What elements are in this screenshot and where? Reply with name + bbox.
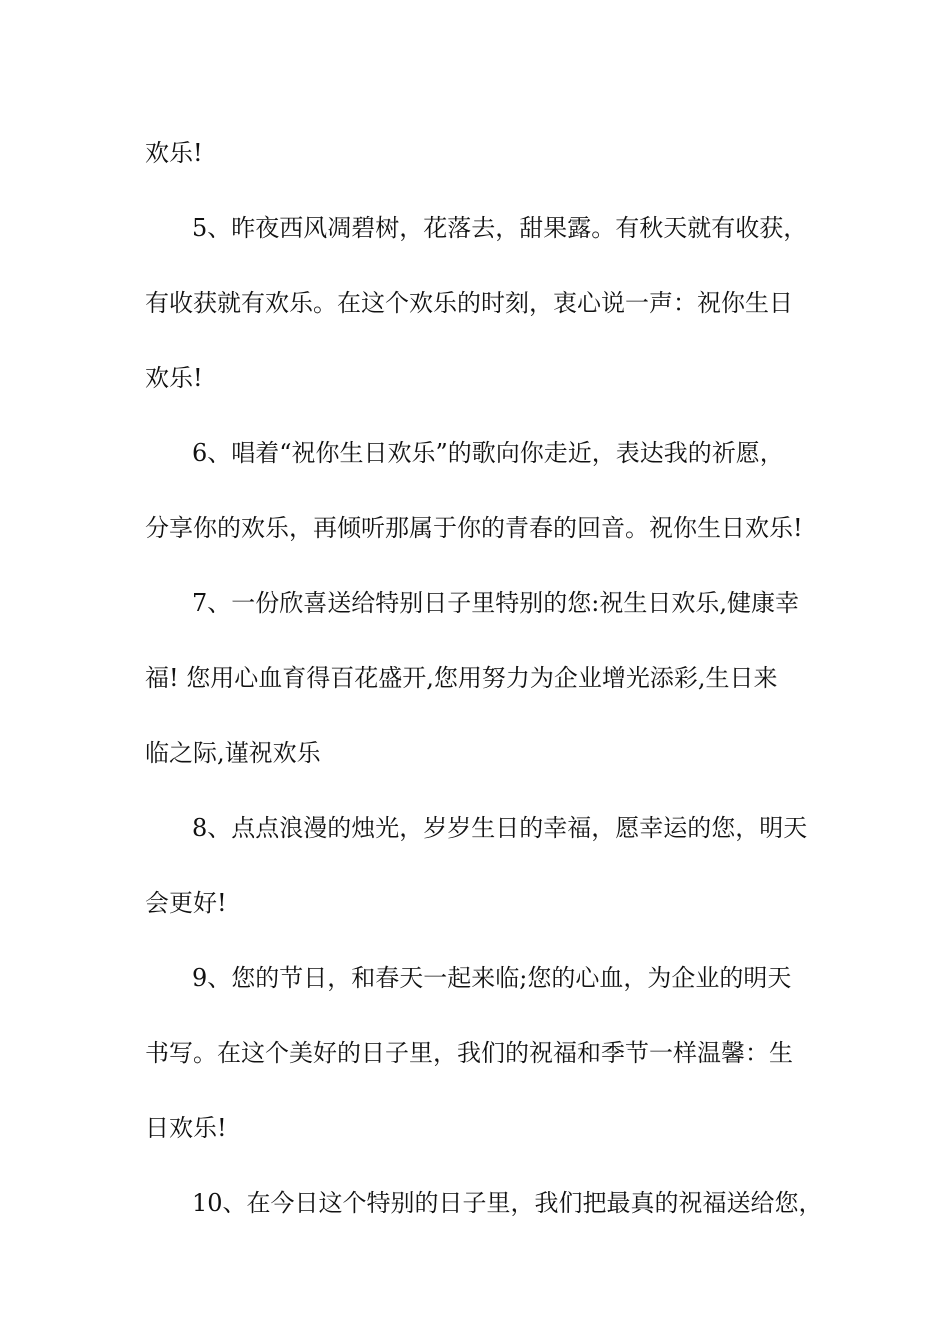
text-line: 福! 您用心血育得百花盛开,您用努力为企业增光添彩,生日来	[145, 664, 778, 692]
text-line: 欢乐!	[145, 364, 203, 392]
text-line: 会更好!	[145, 889, 227, 917]
text-line: 10、在今日这个特别的日子里，我们把最真的祝福送给您，	[192, 1189, 823, 1217]
text-line: 5、昨夜西风凋碧树，花落去，甜果露。有秋天就有收获，	[192, 214, 808, 242]
text-line: 8、点点浪漫的烛光，岁岁生日的幸福，愿幸运的您，明天	[192, 814, 808, 842]
text-line: 9、您的节日，和春天一起来临;您的心血，为企业的明天	[192, 964, 792, 992]
text-line: 临之际,谨祝欢乐	[145, 739, 321, 767]
text-line: 欢乐!	[145, 139, 203, 167]
text-line: 6、唱着“祝你生日欢乐”的歌向你走近，表达我的祈愿，	[192, 439, 784, 467]
text-line: 分享你的欢乐，再倾听那属于你的青春的回音。祝你生日欢乐!	[145, 514, 803, 542]
text-line: 书写。在这个美好的日子里，我们的祝福和季节一样温馨：生	[145, 1039, 793, 1067]
text-line: 有收获就有欢乐。在这个欢乐的时刻，衷心说一声：祝你生日	[145, 289, 793, 317]
text-line: 7、一份欣喜送给特别日子里特别的您:祝生日欢乐,健康幸	[192, 589, 799, 617]
text-line: 日欢乐!	[145, 1114, 227, 1142]
